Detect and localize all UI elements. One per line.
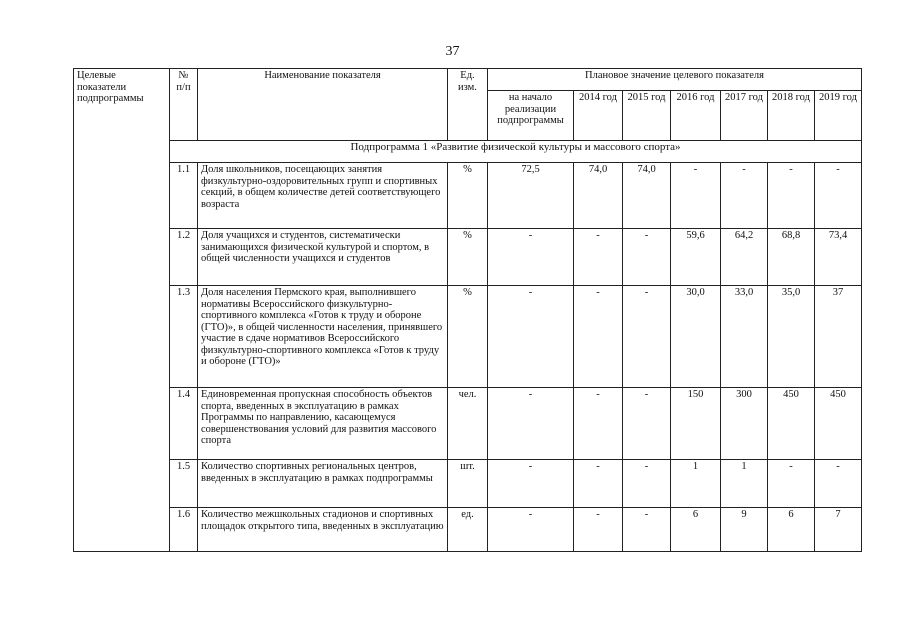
row-value-2016: 59,6 [671,229,721,286]
row-value-2017: 9 [721,508,768,552]
row-value-2018: 6 [768,508,815,552]
row-value-2015: - [623,460,671,508]
row-indicator-name: Количество межшкольных стадионов и спортивных площадок открытого типа, введенных в эксплуатацию [198,508,448,552]
row-start-value: 72,5 [488,163,574,229]
row-number: 1.3 [170,286,198,388]
table-row [74,508,862,552]
row-unit: чел. [448,388,488,460]
row-number: 1.2 [170,229,198,286]
header-year: 2019 год [815,91,862,141]
row-value-2014: - [574,388,623,460]
row-start-value: - [488,286,574,388]
row-indicator-name: Доля учащихся и студентов, систематически занимающихся физической культурой и спортом, в общей численности учащихся и студентов [198,229,448,286]
header-start-value: на начало реализации подпрограммы [488,91,574,141]
row-unit: шт. [448,460,488,508]
row-value-2016: - [671,163,721,229]
page-number: 37 [445,44,460,59]
row-indicator-name: Количество спортивных региональных центров, введенных в эксплуатацию в рамках подпрограммы [198,460,448,508]
row-value-2016: 150 [671,388,721,460]
subprogram-title: Подпрограмма 1 «Развитие физической культуры и массового спорта» [170,141,862,163]
row-number: 1.6 [170,508,198,552]
row-value-2018: 450 [768,388,815,460]
row-unit: % [448,229,488,286]
row-value-2015: - [623,229,671,286]
row-value-2016: 6 [671,508,721,552]
row-value-2018: - [768,163,815,229]
row-value-2014: - [574,286,623,388]
row-indicator-name: Доля школьников, посещающих занятия физкультурно-оздоровительных групп и спортивных секций, в общем количестве детей соответствующего возраста [198,163,448,229]
row-value-2017: 1 [721,460,768,508]
row-value-2019: 7 [815,508,862,552]
header-year: 2015 год [623,91,671,141]
header-year: 2014 год [574,91,623,141]
row-number: 1.1 [170,163,198,229]
table-row [74,460,862,508]
row-value-2018: - [768,460,815,508]
header-planned-value: Плановое значение целевого показателя [488,69,862,91]
table-row [74,163,862,229]
row-start-value: - [488,388,574,460]
row-value-2018: 35,0 [768,286,815,388]
row-unit: % [448,163,488,229]
row-value-2019: 450 [815,388,862,460]
header-year: 2017 год [721,91,768,141]
row-value-2019: 37 [815,286,862,388]
row-start-value: - [488,508,574,552]
row-value-2014: - [574,229,623,286]
row-value-2015: - [623,508,671,552]
row-value-2017: 300 [721,388,768,460]
header-number: № п/п [170,69,198,141]
row-value-2019: 73,4 [815,229,862,286]
row-value-2015: - [623,286,671,388]
row-start-value: - [488,229,574,286]
row-value-2017: 64,2 [721,229,768,286]
table-row [74,286,862,388]
indicators-table [73,68,862,552]
row-value-2016: 30,0 [671,286,721,388]
row-value-2015: 74,0 [623,163,671,229]
row-value-2014: - [574,460,623,508]
table-row [74,229,862,286]
row-start-value: - [488,460,574,508]
row-value-2016: 1 [671,460,721,508]
row-unit: % [448,286,488,388]
row-value-2014: - [574,508,623,552]
header-year: 2018 год [768,91,815,141]
row-indicator-name: Единовременная пропускная способность объектов спорта, введенных в эксплуатацию в рамках Программы по направлению, касающемуся совершенствования условий для развития массового спорта [198,388,448,460]
row-value-2019: - [815,163,862,229]
row-value-2015: - [623,388,671,460]
row-unit: ед. [448,508,488,552]
header-indicator-name: Наименование показателя [198,69,448,141]
row-value-2018: 68,8 [768,229,815,286]
row-value-2017: 33,0 [721,286,768,388]
row-value-2017: - [721,163,768,229]
table-row [74,388,862,460]
header-year: 2016 год [671,91,721,141]
row-number: 1.4 [170,388,198,460]
header-target-indicators: Целевые показатели подпрограммы [74,69,170,552]
row-number: 1.5 [170,460,198,508]
row-indicator-name: Доля населения Пермского края, выполнившего нормативы Всероссийского физкультурно-спортивного комплекса «Готов к труду и обороне (ГТО)», в общей численности населения, принявшего участие в сдаче нормативов Всероссийского физкультурно-спортивного комплекса «Готов к труду и обороне (ГТО)» [198,286,448,388]
header-unit: Ед. изм. [448,69,488,141]
row-value-2019: - [815,460,862,508]
row-value-2014: 74,0 [574,163,623,229]
